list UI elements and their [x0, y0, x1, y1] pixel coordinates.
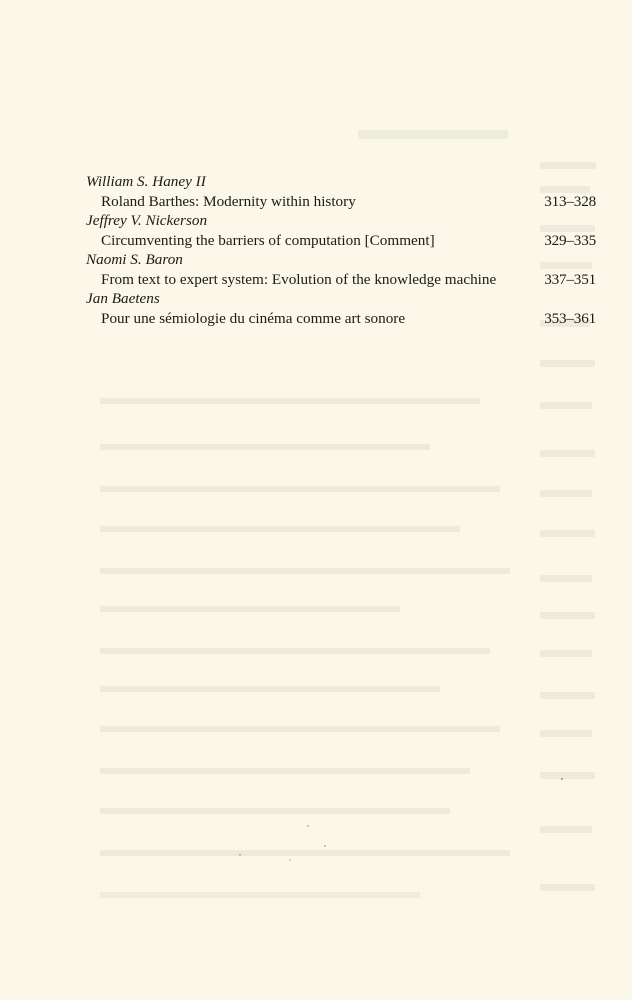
table-of-contents: [86, 172, 596, 328]
toc-entry: [86, 172, 596, 211]
entry-title-row: [86, 309, 596, 329]
entry-author: Naomi S. Baron: [86, 251, 183, 268]
entry-pages: 353–361: [544, 309, 596, 327]
entry-title-row: [86, 231, 596, 251]
entry-title: Circumventing the barriers of computation [Comment]: [101, 231, 435, 249]
entry-pages: 313–328: [544, 192, 596, 210]
toc-entry: [86, 250, 596, 289]
entry-pages: 329–335: [544, 231, 596, 249]
entry-title-row: [86, 270, 596, 290]
entry-pages: 337–351: [544, 270, 596, 288]
entry-author: William S. Haney II: [86, 173, 206, 190]
entry-title-row: [86, 192, 596, 212]
entry-author: Jeffrey V. Nickerson: [86, 212, 208, 229]
entry-author: Jan Baetens: [86, 290, 160, 307]
toc-entry: [86, 289, 596, 328]
entry-title: Roland Barthes: Modernity within history: [101, 192, 356, 210]
entry-title: From text to expert system: Evolution of the knowledge machine: [101, 270, 497, 288]
toc-entry: [86, 211, 596, 250]
entry-title: Pour une sémiologie du cinéma comme art sonore: [101, 309, 406, 327]
